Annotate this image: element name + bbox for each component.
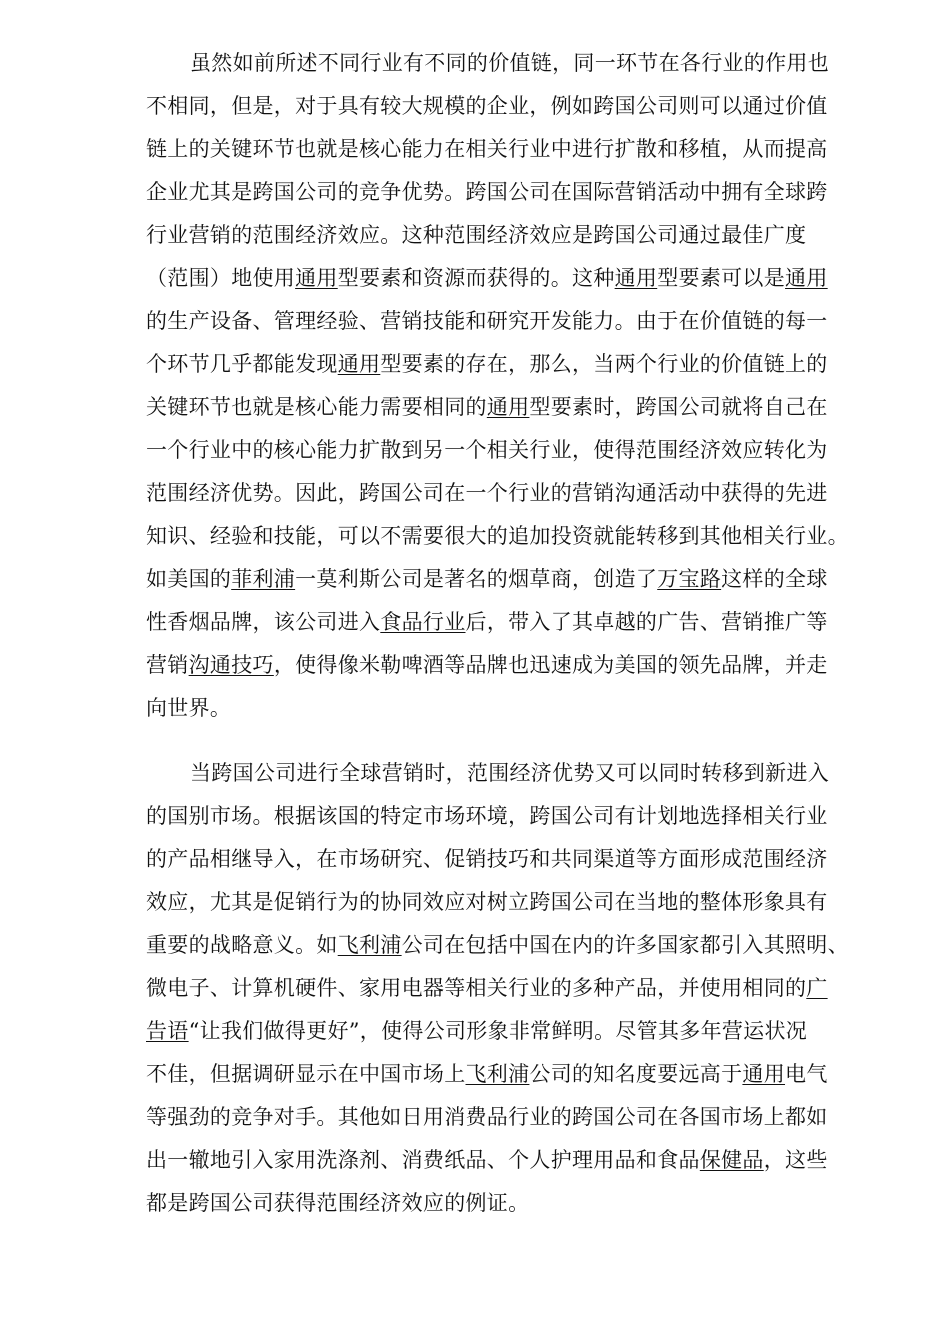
text-segment: 知识、经验和技能，可以不需要很大的追加投资就能转移到其他相关行业。 [146,524,849,548]
text-line [146,687,876,730]
text-segment: 出一辙地引入家用洗涤剂、消费纸品、个人护理用品和食品 [146,1148,700,1172]
text-line [146,343,876,386]
text-segment: 型要素的存在，那么，当两个行业的价值链上的 [380,352,828,376]
underlined-term: 通用 [785,266,828,290]
text-line [146,1010,876,1053]
text-segment: 不佳，但据调研显示在中国市场上 [146,1062,466,1086]
text-segment: 电气 [785,1062,828,1086]
text-segment: 向世界。 [146,696,232,720]
underlined-term: 沟通技巧 [188,653,274,677]
text-line [146,838,876,881]
text-segment: 后，带入了其卓越的广告、营销推广等 [465,610,828,634]
text-segment: 如美国的 [146,567,232,591]
text-segment: 的产品相继导入，在市场研究、促销技巧和共同渠道等方面形成范围经济 [146,847,828,871]
text-segment: 范围经济优势。因此，跨国公司在一个行业的营销沟通活动中获得的先进 [146,481,828,505]
text-line [146,924,876,967]
text-segment: 重要的战略意义。如 [146,933,338,957]
text-segment: 的国别市场。根据该国的特定市场环境，跨国公司有计划地选择相关行业 [146,804,828,828]
text-line [146,42,876,85]
text-segment: 这样的全球 [721,567,828,591]
underlined-term: 通用 [614,266,658,290]
text-segment: 企业尤其是跨国公司的竞争优势。跨国公司在国际营销活动中拥有全球跨 [146,180,828,204]
text-segment: 型要素可以是 [657,266,786,290]
text-line [146,386,876,429]
underlined-term: 食品行业 [380,610,466,634]
text-line [146,1053,876,1096]
text-segment: 虽然如前所述不同行业有不同的价值链，同一环节在各行业的作用也 [190,51,829,75]
underlined-term: 飞利浦 [337,933,402,957]
underlined-term: 通用 [486,395,530,419]
underlined-term: 广 [806,976,828,1000]
text-segment: ，这些 [763,1148,828,1172]
paragraph-global-marketing [146,752,876,1225]
text-segment: 不相同，但是，对于具有较大规模的企业，例如跨国公司则可以通过价值 [146,94,828,118]
text-line [146,171,876,214]
text-segment: 性香烟品牌，该公司进入 [146,610,381,634]
text-segment: 一个行业中的核心能力扩散到另一个相关行业，使得范围经济效应转化为 [146,438,828,462]
text-segment: （范围）地使用 [146,266,296,290]
text-segment: 一莫利斯公司是著名的烟草商，创造了 [295,567,658,591]
text-segment: 行业营销的范围经济效应。这种范围经济效应是跨国公司通过最佳广度 [146,223,807,247]
text-segment: “让我们做得更好”，使得公司形象非常鲜明。尽管其多年营运状况 [188,1019,808,1043]
text-segment: 等强劲的竞争对手。其他如日用消费品行业的跨国公司在各国市场上都如 [146,1105,828,1129]
text-line [146,1096,876,1139]
text-line [146,795,876,838]
underlined-term: 飞利浦 [465,1062,530,1086]
underlined-term: 通用 [295,266,338,290]
text-line [146,881,876,924]
text-segment: 公司的知名度要远高于 [529,1062,743,1086]
text-segment: 都是跨国公司获得范围经济效应的例证。 [146,1191,530,1215]
text-line [146,1139,876,1182]
text-line [146,300,876,343]
text-line [146,1182,876,1225]
text-segment: 的生产设备、管理经验、营销技能和研究开发能力。由于在价值链的每一 [146,309,828,333]
text-segment: 效应，尤其是促销行为的协同效应对树立跨国公司在当地的整体形象具有 [146,890,828,914]
text-segment: 个环节几乎都能发现 [146,352,338,376]
text-segment: 营销 [146,653,189,677]
text-line [146,128,876,171]
text-segment: ，使得像米勒啤酒等品牌也迅速成为美国的领先品牌，并走 [273,653,828,677]
text-segment: 微电子、计算机硬件、家用电器等相关行业的多种产品，并使用相同的 [146,976,807,1000]
text-segment: 关键环节也就是核心能力需要相同的 [146,395,487,419]
text-line [146,601,876,644]
underlined-term: 通用 [742,1062,786,1086]
text-line [146,85,876,128]
text-line [146,644,876,687]
underlined-term: 菲利浦 [231,567,296,591]
paragraph-scope-economies [146,42,876,730]
underlined-term: 通用 [337,352,381,376]
text-segment: 公司在包括中国在内的许多国家都引入其照明、 [401,933,849,957]
underlined-term: 保健品 [699,1148,764,1172]
text-segment: 型要素时，跨国公司就将自己在 [529,395,828,419]
text-segment: 链上的关键环节也就是核心能力在相关行业中进行扩散和移植，从而提高 [146,137,828,161]
text-line [146,967,876,1010]
text-line [146,515,876,558]
text-line [146,257,876,300]
underlined-term: 告语 [146,1019,189,1043]
text-line [146,752,876,795]
text-line [146,472,876,515]
text-segment: 型要素和资源而获得的。这种 [337,266,615,290]
text-segment: 当跨国公司进行全球营销时，范围经济优势又可以同时转移到新进入 [190,761,829,785]
text-line [146,558,876,601]
underlined-term: 万宝路 [657,567,722,591]
text-line [146,429,876,472]
text-line [146,214,876,257]
